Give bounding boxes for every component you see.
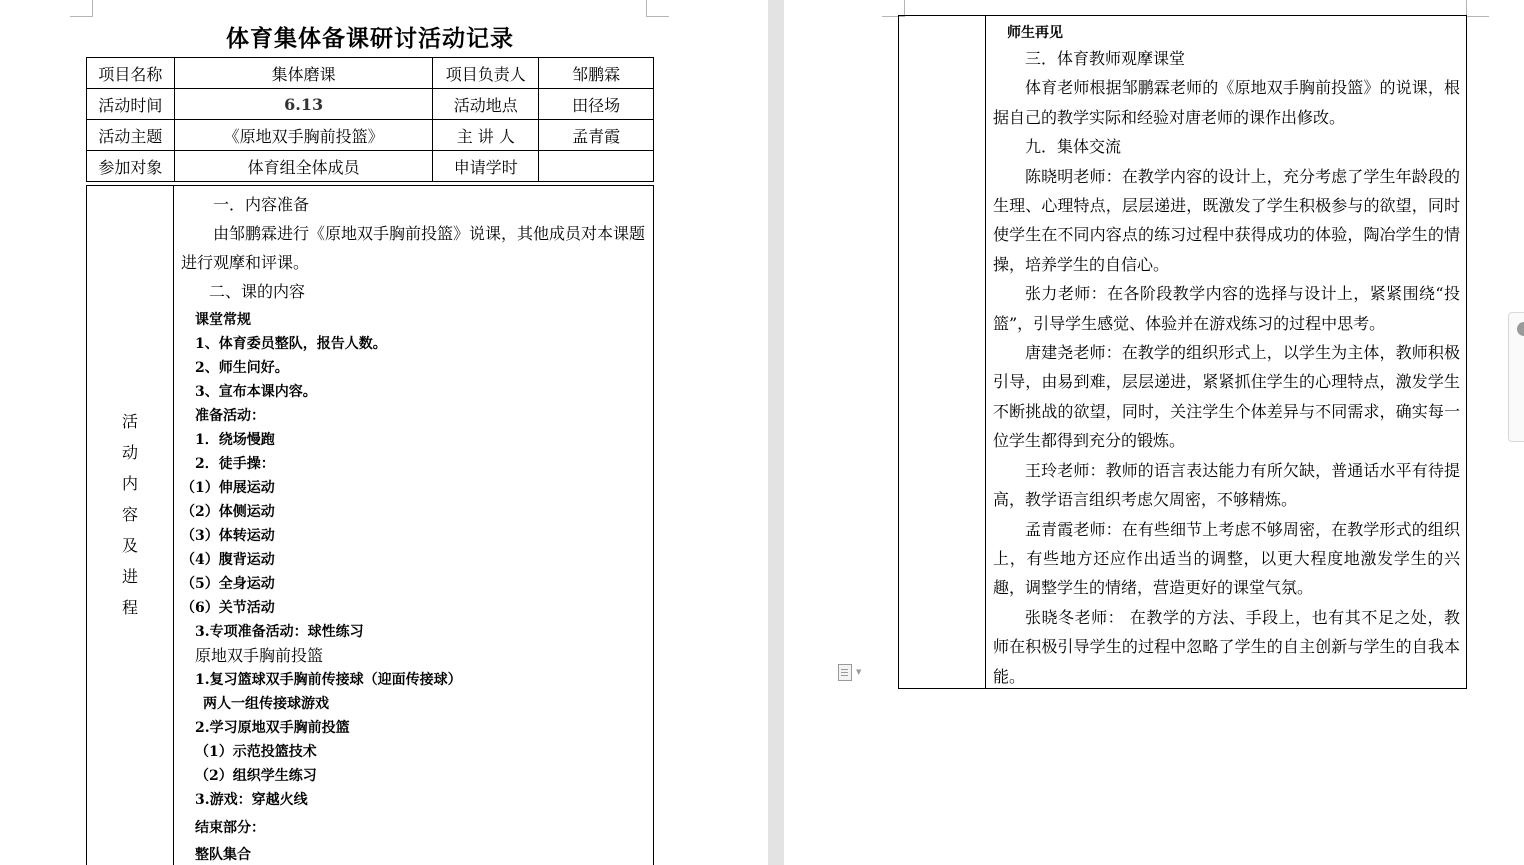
comment-paragraph: 孟青霞老师：在有些细节上考虑不够周密，在教学形式的组织上，有些地方还应作出适当的调整，以更大程度地激发学生的兴趣，调整学生的情绪，营造更好的课堂气氛。 <box>993 519 1460 598</box>
paragraph: 由邹鹏霖进行《原地双手胸前投篮》说课，其他成员对本课题进行观摩和评课。 <box>181 224 646 272</box>
speaker-value: 孟青霞 <box>539 120 654 151</box>
page-corner-mark <box>646 0 669 17</box>
owner-value: 邹鹏霖 <box>539 58 654 89</box>
column-divider <box>985 16 986 688</box>
list-item: 结束部分： <box>195 820 265 836</box>
place-value: 田径场 <box>539 89 654 120</box>
list-item: 2.学习原地双手胸前投篮 <box>195 720 350 736</box>
paragraph: 体育老师根据邹鹏霖老师的《原地双手胸前投篮》的说课，根据自己的教学实际和经验对唐老师的课作出修改。 <box>993 78 1460 127</box>
page-gutter <box>768 0 784 865</box>
list-item: 两人一组传接球游戏 <box>203 696 329 712</box>
comment-paragraph: 张力老师：在各阶段教学内容的选择与设计上，紧紧围绕“投篮”，引导学生感觉、体验并在游戏练习的过程中思考。 <box>993 284 1460 333</box>
list-item: 3.专项准备活动：球性练习 <box>195 624 364 640</box>
list-item: （4）腹背运动 <box>181 552 275 568</box>
section-label-char: 活 <box>121 412 138 431</box>
section-label-char: 容 <box>121 505 138 524</box>
list-item: 课堂常规 <box>195 312 251 328</box>
activity-content-continued <box>993 22 1460 691</box>
paste-options-icon[interactable] <box>838 664 852 681</box>
list-item: 师生再见 <box>1007 25 1063 41</box>
table-row <box>87 58 654 89</box>
page-corner-mark <box>1466 0 1489 17</box>
list-item: 3、宣布本课内容。 <box>195 384 317 400</box>
project-name-label: 项目名称 <box>87 58 175 89</box>
section-label-char: 程 <box>121 598 138 617</box>
heading-content-prep: 一．内容准备 <box>213 195 310 214</box>
page-corner-mark <box>70 0 93 17</box>
help-icon[interactable] <box>1517 322 1524 336</box>
info-table <box>86 57 654 182</box>
list-item: （3）体转运动 <box>181 528 275 544</box>
list-item: 2、师生问好。 <box>195 360 289 376</box>
list-item: 2．徒手操： <box>195 456 275 472</box>
participants-value: 体育组全体成员 <box>174 151 433 182</box>
time-label: 活动时间 <box>87 89 175 120</box>
list-item: （1）伸展运动 <box>181 480 275 496</box>
theme-value: 《原地双手胸前投篮》 <box>174 120 433 151</box>
comment-paragraph: 张晓冬老师： 在教学的方法、手段上，也有其不足之处，教师在积极引导学生的过程中忽略了学生的自主创新与学生的自我本能。 <box>993 607 1460 686</box>
sub-title: 原地双手胸前投篮 <box>195 646 324 665</box>
participants-label: 参加对象 <box>87 151 175 182</box>
heading-group-exchange: 九．集体交流 <box>1025 137 1122 157</box>
hours-value <box>539 151 654 182</box>
activity-content-cell <box>86 185 654 865</box>
table-row <box>87 151 654 182</box>
speaker-label: 主 讲 人 <box>433 120 539 151</box>
section-label-char: 动 <box>121 443 138 462</box>
list-item: 整队集合 <box>195 847 251 863</box>
heading-lesson-content: 二、课的内容 <box>209 282 306 301</box>
list-item: （5）全身运动 <box>181 576 275 592</box>
comment-paragraph: 王玲老师：教师的语言表达能力有所欠缺，普通话水平有待提高，教学语言组织考虑欠周密，不够精炼。 <box>993 460 1460 510</box>
table-row <box>87 120 654 151</box>
document-page-right <box>784 0 1524 865</box>
project-name-value: 集体磨课 <box>174 58 433 89</box>
theme-label: 活动主题 <box>87 120 175 151</box>
owner-label: 项目负责人 <box>433 58 539 89</box>
comment-paragraph: 唐建尧老师：在教学的组织形式上，以学生为主体，教师积极引导，由易到难，层层递进，紧紧抓住学生的心理特点，激发学生不断挑战的欲望，同时，关注学生个体差异与不同需求，确实每一位学生都得到充分的锻炼。 <box>993 343 1460 451</box>
table-row <box>87 89 654 120</box>
list-item: （1）示范投篮技术 <box>195 744 317 760</box>
section-label-vertical <box>87 406 173 623</box>
document-title: 体育集体备课研讨活动记录 <box>226 25 514 52</box>
list-item: 1、体育委员整队，报告人数。 <box>195 336 387 352</box>
column-divider <box>173 186 174 865</box>
section-label-char: 内 <box>121 474 138 493</box>
section-label-char: 进 <box>121 567 138 586</box>
time-value: 6.13 <box>174 89 433 120</box>
hours-label: 申请学时 <box>433 151 539 182</box>
list-item: （2）组织学生练习 <box>195 768 317 784</box>
side-panel-toggle[interactable] <box>1508 312 1524 442</box>
place-label: 活动地点 <box>433 89 539 120</box>
heading-observe-class: 三．体育教师观摩课堂 <box>1025 49 1186 68</box>
activity-content-cell-continued <box>898 15 1467 689</box>
list-item: 准备活动： <box>195 408 265 424</box>
chevron-down-icon[interactable]: ▼ <box>856 668 862 676</box>
list-item: （2）体侧运动 <box>181 504 275 520</box>
list-item: 3.游戏：穿越火线 <box>195 792 308 808</box>
comment-paragraph: 陈晓明老师：在教学内容的设计上，充分考虑了学生年龄段的生理、心理特点，层层递进，既激发了学生积极参与的欲望，同时使学生在不同内容点的练习过程中获得成功的体验，陶冶学生的情操，培养学生的自信心。 <box>993 166 1460 274</box>
section-label-char: 及 <box>121 536 138 555</box>
activity-content <box>181 190 651 865</box>
list-item: 1.复习篮球双手胸前传接球（迎面传接球） <box>195 672 462 688</box>
list-item: （6）关节活动 <box>181 600 275 616</box>
list-item: 1．绕场慢跑 <box>195 432 275 448</box>
